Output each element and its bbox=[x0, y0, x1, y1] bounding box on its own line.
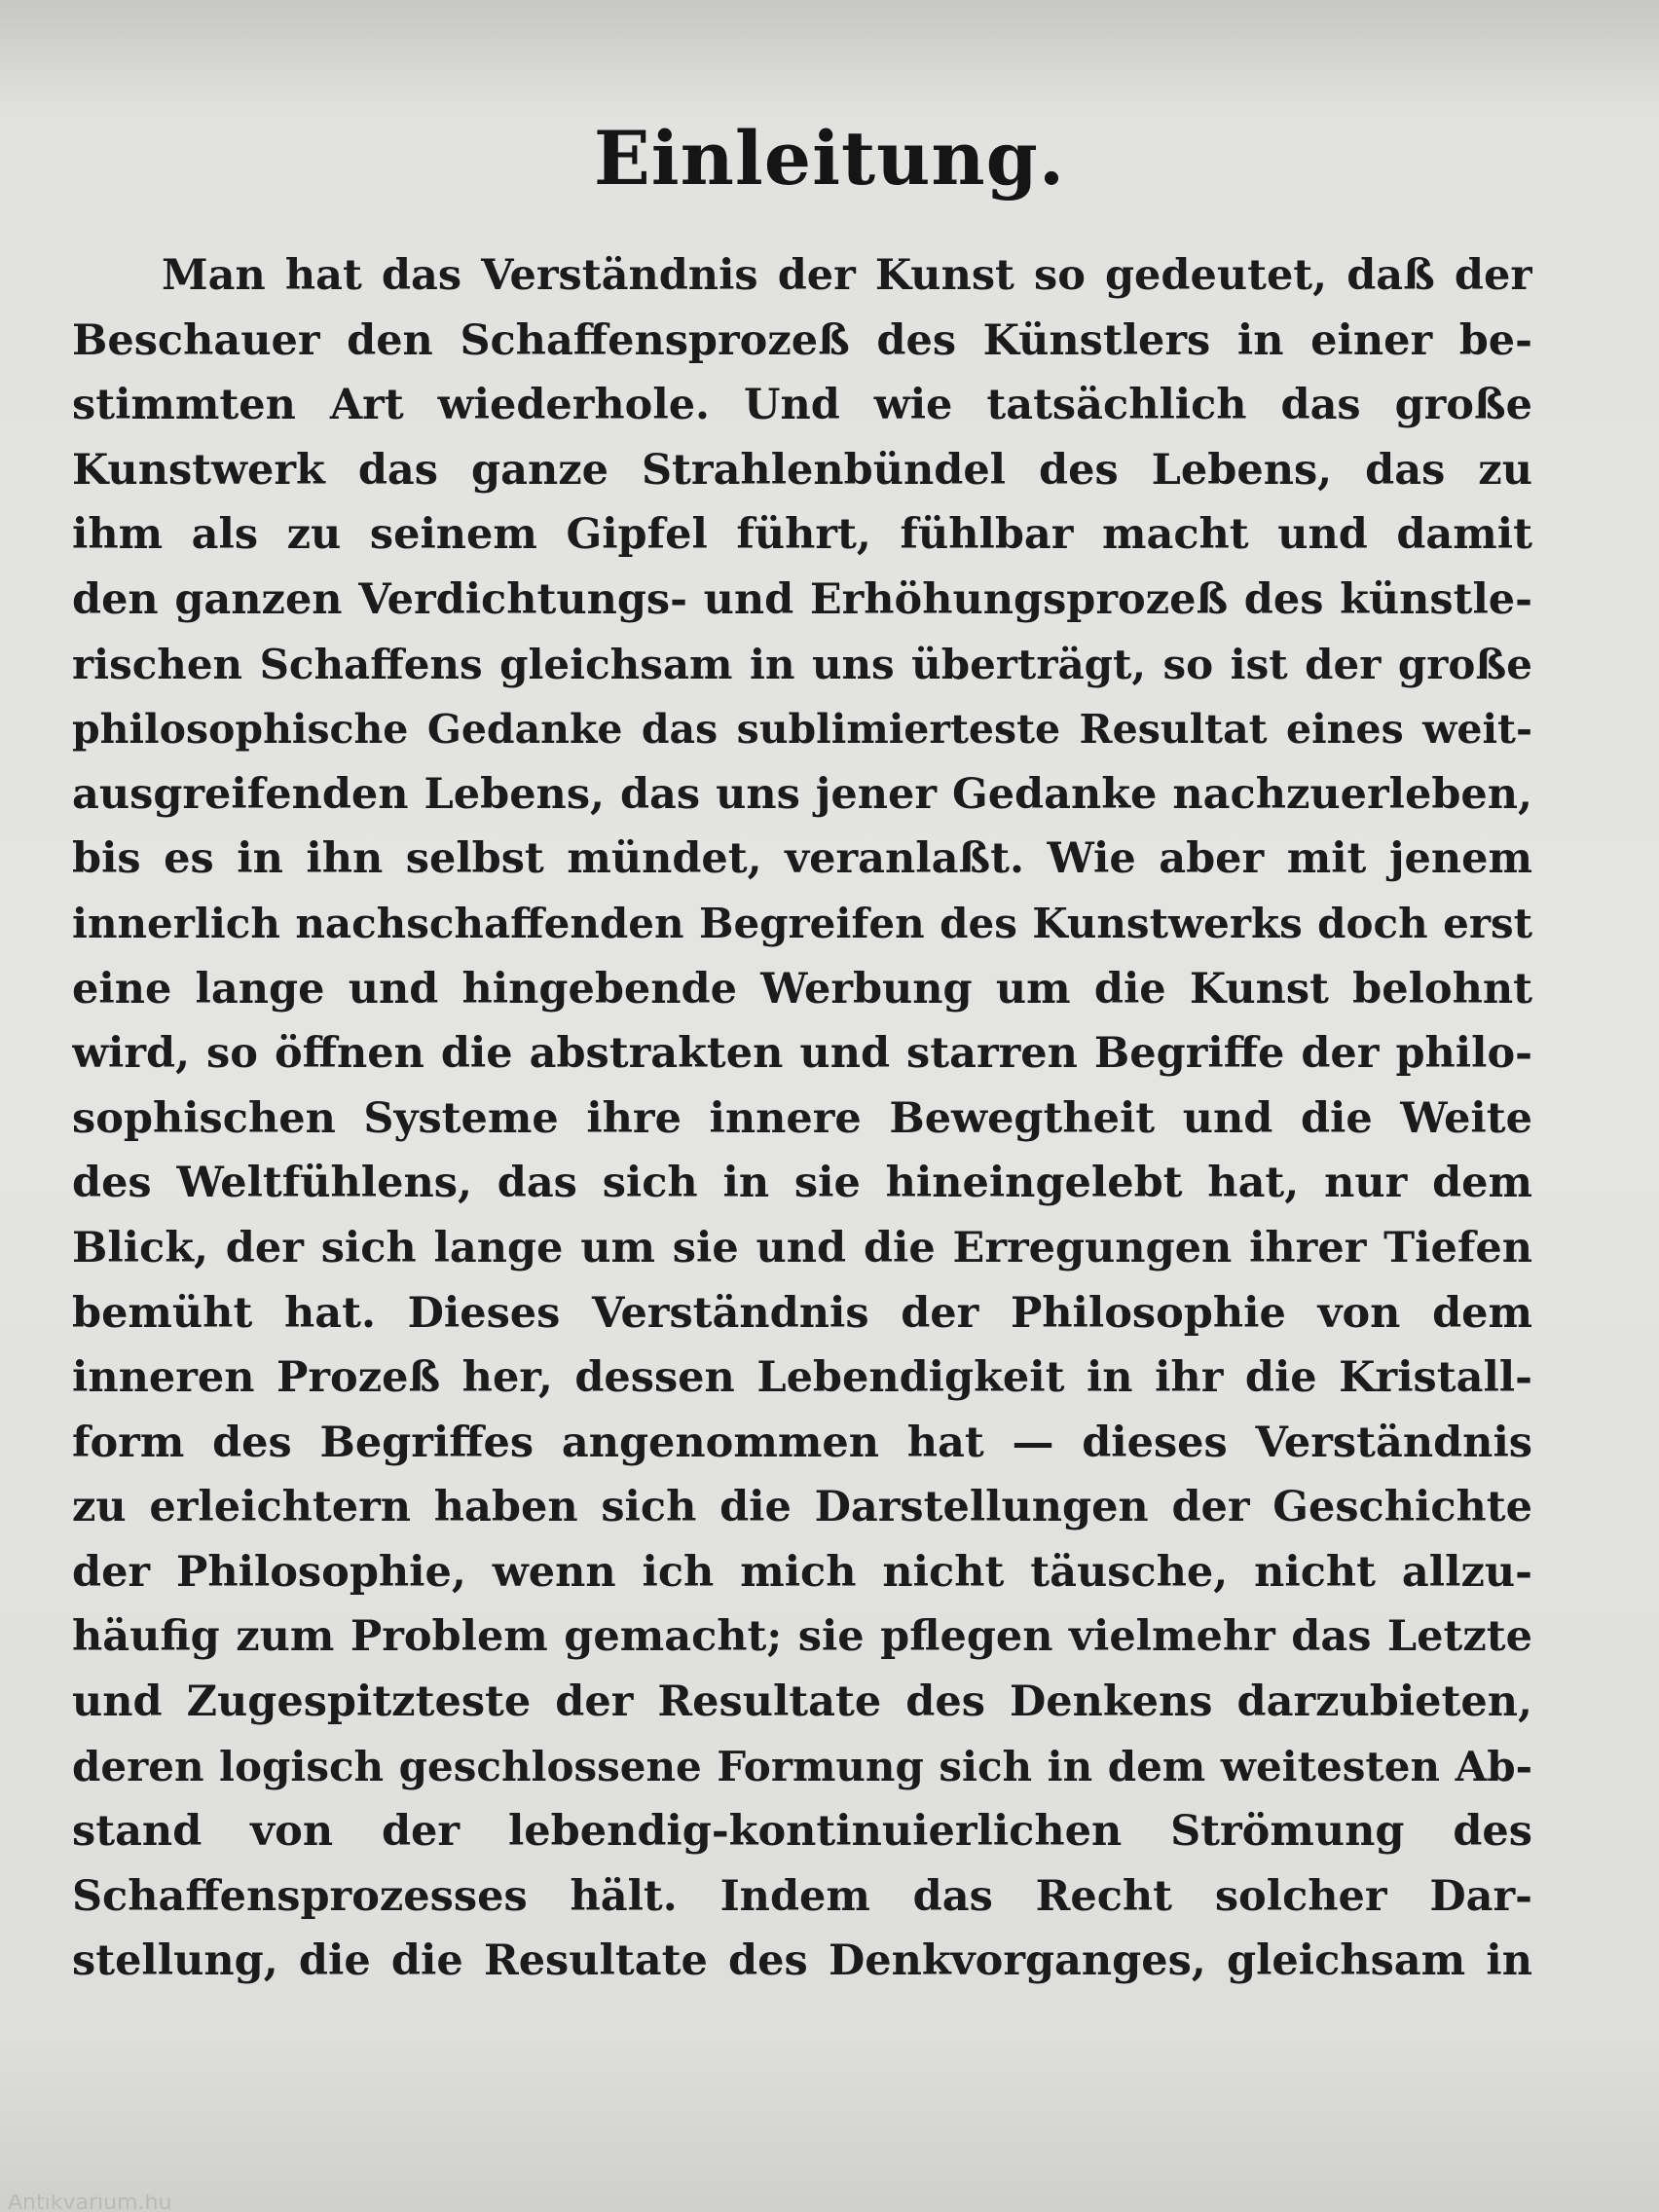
text-line: Beschauer den Schaffensprozeß des Künstlers in einer be- bbox=[72, 315, 1532, 365]
text-line: sophischen Systeme ihre innere Bewegtheit und die Weite bbox=[72, 1093, 1532, 1143]
text-line: den ganzen Verdichtungs- und Erhöhungsprozeß des künstle- bbox=[72, 574, 1532, 624]
text-line: Man hat das Verständnis der Kunst so gedeutet, daß der bbox=[162, 251, 1532, 300]
text-line: philosophische Gedanke das sublimierteste Resultat eines weit- bbox=[72, 706, 1532, 754]
text-line: stellung, die die Resultate des Denkvorganges, gleichsam in bbox=[72, 1936, 1532, 1986]
text-line: bemüht hat. Dieses Verständnis der Philosophie von dem bbox=[72, 1288, 1532, 1338]
text-line: stand von der lebendig-kontinuierlichen Strömung des bbox=[72, 1807, 1532, 1857]
text-line: deren logisch geschlossene Formung sich in dem weitesten Ab- bbox=[72, 1742, 1532, 1790]
text-line: stimmten Art wiederhole. Und wie tatsächlich das große bbox=[72, 381, 1532, 430]
text-line: der Philosophie, wenn ich mich nicht täusche, nicht allzu- bbox=[72, 1547, 1532, 1597]
body-text bbox=[72, 243, 1532, 1994]
text-line: wird, so öffnen die abstrakten und starren Begriffe der philo- bbox=[72, 1029, 1532, 1079]
text-line: und Zugespitzteste der Resultate des Denkens darzubieten, bbox=[72, 1677, 1532, 1727]
text-line: des Weltfühlens, das sich in sie hineingelebt hat, nur dem bbox=[72, 1159, 1532, 1208]
text-line: ausgreifenden Lebens, das uns jener Gedanke nachzuerleben, bbox=[72, 769, 1532, 819]
text-line: eine lange und hingebende Werbung um die Kunst belohnt bbox=[72, 964, 1532, 1014]
text-line: Schaffensprozesses hält. Indem das Recht solcher Dar- bbox=[72, 1871, 1532, 1921]
show-through-shadow bbox=[0, 0, 1659, 107]
text-line: häufig zum Problem gemacht; sie pflegen vielmehr das Letzte bbox=[72, 1612, 1532, 1662]
text-line: form des Begriffes angenommen hat — dieses Verständnis bbox=[72, 1418, 1532, 1467]
text-line: inneren Prozeß her, dessen Lebendigkeit in ihr die Kristall- bbox=[72, 1353, 1532, 1403]
watermark: Antikvarium.hu bbox=[8, 2194, 172, 2212]
text-line: zu erleichtern haben sich die Darstellungen der Geschichte bbox=[72, 1483, 1532, 1532]
text-line: innerlich nachschaffenden Begreifen des Kunstwerks doch erst bbox=[72, 899, 1532, 947]
text-line: bis es in ihn selbst mündet, veranlaßt. Wie aber mit jenem bbox=[72, 834, 1532, 884]
page-title: Einleitung. bbox=[593, 115, 1066, 202]
text-line: ihm als zu seinem Gipfel führt, fühlbar macht und damit bbox=[72, 510, 1532, 560]
text-line: Kunstwerk das ganze Strahlenbündel des Lebens, das zu bbox=[72, 445, 1532, 495]
text-line: rischen Schaffens gleichsam in uns überträgt, so ist der große bbox=[72, 640, 1532, 688]
text-line: Blick, der sich lange um sie und die Erregungen ihrer Tiefen bbox=[72, 1223, 1532, 1272]
